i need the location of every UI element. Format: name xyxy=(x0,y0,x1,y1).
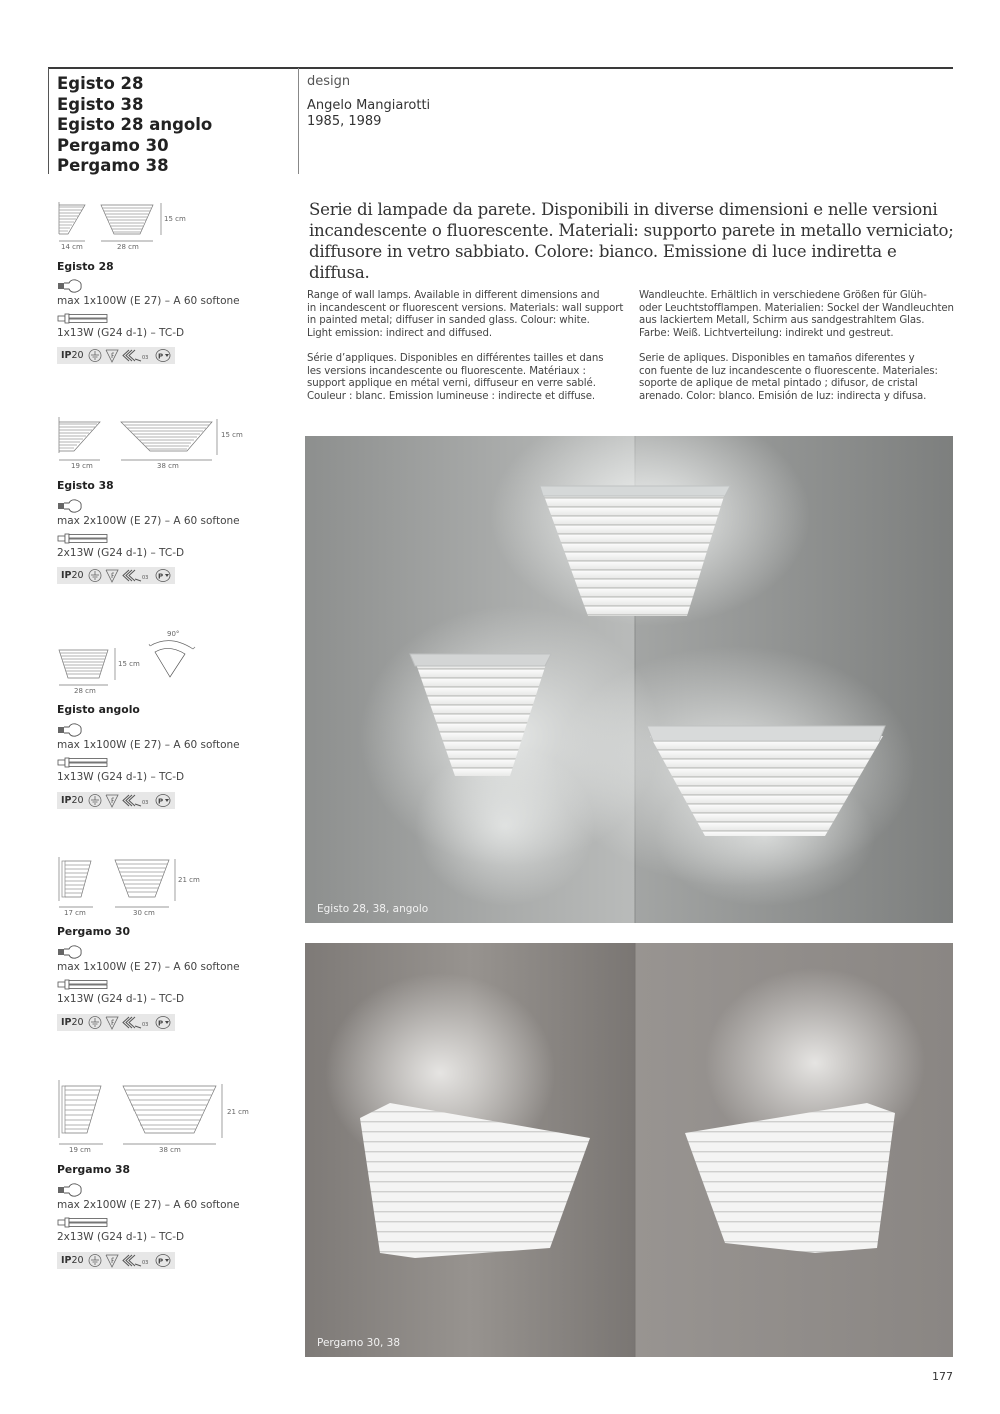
description-spanish: Serie de apliques. Disponibles en tamaños diferentes y con fuente de luz incandescente o fluorescente. Materiales: soporte de aplique de metal pintado ; difusor, de cristal arenado. Color: blanco. Emisión de luz: indirecta y difusa. xyxy=(639,352,938,402)
dimension-width: 28 cm xyxy=(117,243,139,251)
earth-ground-icon xyxy=(89,1017,101,1029)
photo-egisto-image xyxy=(305,436,953,923)
certification-strip xyxy=(57,1014,175,1031)
dimension-height: 21 cm xyxy=(227,1108,249,1116)
product-title: Egisto 28 xyxy=(57,74,144,93)
page-number: 177 xyxy=(932,1370,953,1383)
design-label: design xyxy=(307,74,351,89)
dimension-depth: 17 cm xyxy=(64,909,86,917)
product-name: Egisto 38 xyxy=(57,479,114,492)
product-title: Pergamo 38 xyxy=(57,156,169,175)
ip-prefix: IP xyxy=(61,1255,72,1266)
fluorescent-spec: 2x13W (G24 d-1) – TC-D xyxy=(57,1231,185,1243)
energy-class-value: 03 xyxy=(142,575,149,581)
incandescent-spec: max 2x100W (E 27) – A 60 softone xyxy=(57,1199,240,1211)
earth-ground-icon xyxy=(89,795,101,807)
product-title: Egisto 38 xyxy=(57,94,144,114)
incandescent-bulb-icon xyxy=(57,279,83,293)
product-pergamo-30 xyxy=(57,855,297,1035)
product-title: Pergamo 30 xyxy=(57,135,169,155)
description-french: Série d’appliques. Disponibles en différentes tailles et dans les versions incandescente ou fluorescente. Matériaux : support applique en métal verni, diffuseur en verre sablé. Couleur : blanc. Emission lumineuse : indirecte et diffuse. xyxy=(307,352,604,402)
cert-icons xyxy=(57,567,175,584)
cert-icons xyxy=(57,792,175,809)
description-column-right xyxy=(639,290,959,416)
f-mark-triangle-icon xyxy=(106,570,118,582)
energy-class-value: 03 xyxy=(142,355,149,361)
dimension-height: 15 cm xyxy=(221,431,243,439)
design-years: 1985, 1989 xyxy=(307,114,382,129)
dimension-height: 21 cm xyxy=(178,876,200,884)
incandescent-spec: max 1x100W (E 27) – A 60 softone xyxy=(57,961,240,973)
dimension-width: 38 cm xyxy=(159,1146,181,1154)
dimension-drawing xyxy=(57,630,297,692)
product-name: Pergamo 38 xyxy=(57,1163,131,1176)
ip-prefix: IP xyxy=(61,795,72,806)
product-egisto-angolo xyxy=(57,630,297,810)
svg-text:P: P xyxy=(158,572,164,581)
incandescent-bulb-icon xyxy=(57,723,83,737)
dimension-depth: 19 cm xyxy=(71,462,93,470)
ip-prefix: IP xyxy=(61,1017,72,1028)
f-mark-triangle-icon xyxy=(106,795,118,807)
description-column-left xyxy=(307,290,627,416)
product-title: Egisto 28 angolo xyxy=(57,115,213,134)
energy-class-icon xyxy=(123,1255,141,1266)
cert-icons xyxy=(57,1252,175,1269)
f-mark-triangle-icon xyxy=(106,1255,118,1267)
certification-strip xyxy=(57,347,175,364)
fluorescent-tube-icon xyxy=(57,1217,109,1228)
pct-certification-icon xyxy=(156,1255,170,1267)
certification-strip xyxy=(57,1252,175,1269)
pct-certification-icon xyxy=(156,350,170,362)
incandescent-bulb-icon xyxy=(57,499,83,513)
product-titles xyxy=(57,74,212,177)
dimension-depth: 19 cm xyxy=(69,1146,91,1154)
ip-prefix: IP xyxy=(61,350,72,361)
dimension-angle: 90° xyxy=(167,630,180,638)
dimension-height: 15 cm xyxy=(164,215,186,223)
dimension-width: 38 cm xyxy=(157,462,179,470)
svg-text:P: P xyxy=(158,1257,164,1266)
product-name: Egisto angolo xyxy=(57,703,140,716)
energy-class-value: 03 xyxy=(142,1022,149,1028)
earth-ground-icon xyxy=(89,350,101,362)
ip-value: 20 xyxy=(71,570,84,581)
certification-strip xyxy=(57,792,175,809)
description-english: Range of wall lamps. Available in different dimensions and in incandescent or fluorescent versions. Materials: wall support in painted metal; diffuser in sanded glass. Colour: white. Light emission: indirect and diffused. xyxy=(307,290,624,339)
cert-icons xyxy=(57,1014,175,1031)
fluorescent-tube-icon xyxy=(57,757,109,768)
pct-certification-icon xyxy=(156,795,170,807)
earth-ground-icon xyxy=(89,570,101,582)
fluorescent-spec: 1x13W (G24 d-1) – TC-D xyxy=(57,327,185,339)
dimension-depth: 14 cm xyxy=(61,243,83,251)
earth-ground-icon xyxy=(89,1255,101,1267)
product-egisto-38 xyxy=(57,415,297,590)
energy-class-icon xyxy=(123,350,141,361)
ip-prefix: IP xyxy=(61,570,72,581)
header-divider xyxy=(298,68,299,174)
f-mark-triangle-icon xyxy=(106,1017,118,1029)
energy-class-icon xyxy=(123,1017,141,1028)
svg-text:P: P xyxy=(158,1019,164,1028)
dimension-drawing xyxy=(57,200,297,260)
photo-caption: Egisto 28, 38, angolo xyxy=(317,903,429,915)
fluorescent-tube-icon xyxy=(57,313,109,324)
designer-name: Angelo Mangiarotti xyxy=(307,98,431,113)
product-egisto-28 xyxy=(57,200,297,370)
pct-certification-icon xyxy=(156,1017,170,1029)
designer-block xyxy=(307,98,430,130)
photo-pergamo-image xyxy=(305,943,953,1357)
ip-value: 20 xyxy=(71,795,84,806)
ip-value: 20 xyxy=(71,1255,84,1266)
incandescent-spec: max 2x100W (E 27) – A 60 softone xyxy=(57,515,240,527)
incandescent-spec: max 1x100W (E 27) – A 60 softone xyxy=(57,739,240,751)
energy-class-icon xyxy=(123,570,141,581)
header-left-border xyxy=(48,68,49,174)
description-german: Wandleuchte. Erhältlich in verschiedene Größen für Glüh- oder Leuchtstofflampen. Materialien: Sockel der Wandleuchten aus lackiertem Metall, Schirm aus sandgestrahltem Glas. Farbe: Weiß. Lichtverteilung: indirekt und gestreut. xyxy=(639,290,954,339)
dimension-drawing xyxy=(57,855,297,917)
incandescent-bulb-icon xyxy=(57,945,83,959)
energy-class-value: 03 xyxy=(142,800,149,806)
energy-class-value: 03 xyxy=(142,1260,149,1266)
fluorescent-tube-icon xyxy=(57,979,109,990)
f-mark-triangle-icon xyxy=(106,350,118,362)
energy-class-icon xyxy=(123,795,141,806)
dimension-width: 28 cm xyxy=(74,687,96,695)
top-rule xyxy=(48,67,953,69)
incandescent-bulb-icon xyxy=(57,1183,83,1197)
dimension-drawing xyxy=(57,1078,297,1148)
cert-icons xyxy=(57,347,175,364)
photo-pergamo xyxy=(305,943,953,1357)
fluorescent-spec: 1x13W (G24 d-1) – TC-D xyxy=(57,771,185,783)
fluorescent-tube-icon xyxy=(57,533,109,544)
dimension-height: 15 cm xyxy=(118,660,140,668)
product-name: Egisto 28 xyxy=(57,260,114,273)
product-name: Pergamo 30 xyxy=(57,925,131,938)
ip-value: 20 xyxy=(71,350,84,361)
fluorescent-spec: 2x13W (G24 d-1) – TC-D xyxy=(57,547,185,559)
pct-certification-icon xyxy=(156,570,170,582)
incandescent-spec: max 1x100W (E 27) – A 60 softone xyxy=(57,295,240,307)
svg-text:P: P xyxy=(158,352,164,361)
certification-strip xyxy=(57,567,175,584)
product-pergamo-38 xyxy=(57,1078,297,1273)
intro-italian: Serie di lampade da parete. Disponibili in diverse dimensioni e nelle versioni incandescente o fluorescente. Materiali: supporto parete in metallo verniciato; diffusore in vetro sabbiato. Colore: bianco. Emissione di luce indiretta e diffusa. xyxy=(309,200,954,282)
svg-text:P: P xyxy=(158,797,164,806)
photo-egisto xyxy=(305,436,953,923)
photo-caption: Pergamo 30, 38 xyxy=(317,1337,401,1349)
ip-value: 20 xyxy=(71,1017,84,1028)
dimension-width: 30 cm xyxy=(133,909,155,917)
fluorescent-spec: 1x13W (G24 d-1) – TC-D xyxy=(57,993,185,1005)
